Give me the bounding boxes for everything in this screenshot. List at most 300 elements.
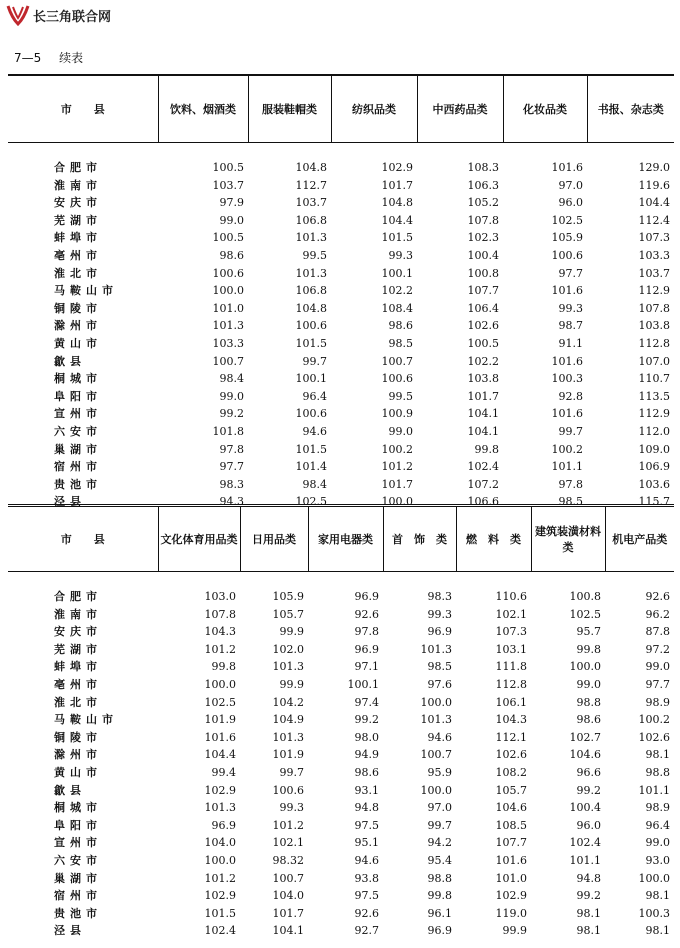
index-value-cell: 101.5 [295, 336, 327, 350]
index-value-cell: 104.3 [204, 625, 236, 639]
index-value-cell: 112.7 [295, 178, 327, 192]
index-value-cell: 91.1 [558, 336, 583, 350]
index-value-cell: 107.8 [638, 301, 670, 315]
index-value-cell: 98.5 [558, 495, 583, 509]
index-value-cell: 100.0 [381, 495, 413, 509]
index-value-cell: 99.0 [219, 213, 244, 227]
index-value-cell: 100.9 [381, 407, 413, 421]
index-value-cell: 100.0 [638, 871, 670, 885]
index-value-cell: 96.0 [558, 196, 583, 210]
index-value-cell: 100.8 [467, 266, 499, 280]
index-value-cell: 98.5 [427, 660, 452, 674]
region-name-cell: 滁州市 [54, 748, 102, 762]
index-value-cell: 100.7 [212, 354, 244, 368]
index-value-cell: 99.2 [354, 713, 379, 727]
index-value-cell: 99.7 [427, 818, 452, 832]
index-value-cell: 92.6 [645, 590, 670, 603]
index-value-cell: 108.4 [381, 301, 413, 315]
index-value-cell: 104.2 [272, 695, 304, 709]
region-name-cell: 蚌埠市 [54, 231, 102, 245]
region-name-cell: 合肥市 [54, 161, 102, 174]
index-value-cell: 99.0 [388, 424, 413, 438]
index-value-cell: 92.7 [354, 924, 379, 938]
index-value-cell: 96.1 [427, 906, 452, 920]
logo-icon [6, 4, 30, 26]
index-value-cell: 99.8 [211, 660, 236, 674]
table-row [8, 353, 674, 371]
index-value-cell: 99.5 [388, 389, 413, 403]
table-row [8, 335, 674, 353]
table-row [8, 694, 674, 712]
index-value-cell: 95.9 [427, 765, 452, 779]
index-value-cell: 96.6 [576, 765, 601, 779]
index-value-cell: 108.3 [467, 161, 499, 174]
index-value-cell: 101.7 [381, 477, 413, 491]
table-row [8, 247, 674, 265]
index-value-cell: 100.4 [467, 248, 499, 262]
index-value-cell: 106.3 [467, 178, 499, 192]
index-value-cell: 100.5 [212, 231, 244, 245]
table-row [8, 729, 674, 747]
index-value-cell: 100.8 [569, 590, 601, 603]
index-value-cell: 100.4 [569, 801, 601, 815]
index-value-cell: 102.9 [204, 783, 236, 797]
index-value-cell: 96.9 [354, 590, 379, 603]
index-value-cell: 101.7 [381, 178, 413, 192]
index-value-cell: 100.1 [381, 266, 413, 280]
index-value-cell: 98.1 [645, 889, 670, 903]
index-value-cell: 102.4 [204, 924, 236, 938]
table-row [8, 265, 674, 283]
index-value-cell: 103.8 [467, 372, 499, 386]
table-row [8, 746, 674, 764]
region-name-cell: 巢湖市 [54, 871, 102, 885]
index-value-cell: 99.9 [279, 677, 304, 691]
region-name-cell: 阜阳市 [54, 818, 102, 832]
index-value-cell: 93.1 [354, 783, 379, 797]
index-value-cell: 95.7 [576, 625, 601, 639]
region-name-cell: 安庆市 [54, 625, 102, 639]
index-value-cell: 105.2 [467, 196, 499, 210]
index-value-cell: 101.3 [212, 319, 244, 333]
index-value-cell: 104.9 [272, 713, 304, 727]
table-row [8, 300, 674, 318]
index-value-cell: 96.4 [645, 818, 670, 832]
index-value-cell: 97.5 [354, 818, 379, 832]
index-value-cell: 97.8 [354, 625, 379, 639]
index-value-cell: 103.3 [212, 336, 244, 350]
index-value-cell: 101.2 [204, 871, 236, 885]
region-name-cell: 贵池市 [54, 906, 102, 920]
index-value-cell: 101.3 [272, 660, 304, 674]
region-name-cell: 马鞍山市 [54, 284, 118, 298]
column-header: 家用电器类 [308, 506, 383, 572]
column-header: 建筑装潢材料类 [531, 506, 605, 572]
index-value-cell: 97.6 [427, 677, 452, 691]
index-value-cell: 102.5 [204, 695, 236, 709]
table-caption [14, 49, 83, 66]
index-value-cell: 98.0 [354, 730, 379, 744]
column-header: 服装鞋帽类 [248, 75, 331, 143]
index-value-cell: 101.5 [381, 231, 413, 245]
region-name-cell: 铜陵市 [54, 301, 102, 315]
index-value-cell: 104.6 [495, 801, 527, 815]
index-value-cell: 105.9 [551, 231, 583, 245]
index-value-cell: 92.8 [558, 389, 583, 403]
index-value-cell: 99.3 [558, 301, 583, 315]
index-value-cell: 99.3 [279, 801, 304, 815]
index-value-cell: 119.0 [495, 906, 527, 920]
index-value-cell: 115.7 [638, 495, 670, 509]
index-value-cell: 99.3 [427, 607, 452, 621]
index-value-cell: 107.3 [495, 625, 527, 639]
index-value-cell: 99.3 [388, 248, 413, 262]
index-value-cell: 103.7 [212, 178, 244, 192]
index-value-cell: 100.7 [381, 354, 413, 368]
index-value-cell: 103.6 [638, 477, 670, 491]
index-value-cell: 102.6 [638, 730, 670, 744]
index-value-cell: 101.6 [551, 161, 583, 174]
index-value-cell: 102.6 [495, 748, 527, 762]
index-value-cell: 101.3 [420, 713, 452, 727]
index-value-cell: 94.2 [427, 836, 452, 850]
index-value-cell: 98.6 [576, 713, 601, 727]
table-title: 续表 [59, 51, 84, 65]
index-value-cell: 100.6 [295, 319, 327, 333]
index-value-cell: 100.0 [420, 783, 452, 797]
index-value-cell: 106.8 [295, 284, 327, 298]
index-value-cell: 102.4 [569, 836, 601, 850]
table-row [8, 194, 674, 212]
table-row [8, 852, 674, 870]
index-value-cell: 101.8 [212, 424, 244, 438]
index-value-cell: 100.6 [295, 407, 327, 421]
index-value-cell: 97.0 [427, 801, 452, 815]
index-value-cell: 96.0 [576, 818, 601, 832]
index-value-cell: 99.7 [558, 424, 583, 438]
index-value-cell: 103.7 [295, 196, 327, 210]
index-value-cell: 106.8 [295, 213, 327, 227]
index-value-cell: 98.6 [354, 765, 379, 779]
index-value-cell: 98.1 [576, 906, 601, 920]
region-name-cell: 淮南市 [54, 178, 102, 192]
index-value-cell: 101.0 [495, 871, 527, 885]
column-header: 机电产品类 [605, 506, 674, 572]
table-row [8, 782, 674, 800]
index-value-cell: 99.8 [474, 442, 499, 456]
index-value-cell: 100.6 [381, 372, 413, 386]
index-value-cell: 96.9 [427, 625, 452, 639]
index-value-cell: 100.2 [638, 713, 670, 727]
index-value-cell: 99.2 [576, 783, 601, 797]
index-value-cell: 99.2 [576, 889, 601, 903]
index-value-cell: 99.0 [576, 677, 601, 691]
table-row [8, 388, 674, 406]
index-value-cell: 97.7 [219, 460, 244, 474]
index-value-cell: 99.7 [302, 354, 327, 368]
index-value-cell: 104.8 [295, 301, 327, 315]
region-name-cell: 黄山市 [54, 336, 102, 350]
index-value-cell: 103.1 [495, 642, 527, 656]
table-row [8, 458, 674, 476]
region-name-cell: 六安市 [54, 853, 102, 867]
index-value-cell: 100.1 [295, 372, 327, 386]
index-value-cell: 109.0 [638, 442, 670, 456]
index-value-cell: 101.3 [272, 730, 304, 744]
index-value-cell: 100.7 [272, 871, 304, 885]
table-row [8, 405, 674, 423]
index-value-cell: 101.5 [295, 442, 327, 456]
index-value-cell: 112.9 [638, 284, 670, 298]
index-value-cell: 98.32 [272, 853, 304, 867]
index-value-cell: 98.4 [302, 477, 327, 491]
region-name-cell: 滁州市 [54, 319, 102, 333]
index-value-cell: 98.9 [645, 695, 670, 709]
region-name-cell: 宿州市 [54, 889, 102, 903]
site-logo[interactable] [6, 4, 111, 26]
table-row [8, 834, 674, 852]
index-value-cell: 110.6 [495, 590, 527, 603]
table-row [8, 572, 674, 606]
index-value-cell: 100.5 [467, 336, 499, 350]
logo-text: 长三角联合网 [33, 9, 112, 25]
index-value-cell: 100.0 [212, 284, 244, 298]
region-name-cell: 宣州市 [54, 836, 102, 850]
column-header: 中西药品类 [417, 75, 503, 143]
table-row [8, 441, 674, 459]
index-value-cell: 95.4 [427, 853, 452, 867]
index-value-cell: 112.8 [495, 677, 527, 691]
index-value-cell: 103.8 [638, 319, 670, 333]
index-value-cell: 97.8 [558, 477, 583, 491]
index-value-cell: 101.2 [272, 818, 304, 832]
index-value-cell: 102.0 [272, 642, 304, 656]
index-value-cell: 112.8 [638, 336, 670, 350]
table-row [8, 887, 674, 905]
index-value-cell: 104.8 [295, 161, 327, 174]
index-value-cell: 102.3 [467, 231, 499, 245]
index-value-cell: 97.4 [354, 695, 379, 709]
region-name-cell: 贵池市 [54, 477, 102, 491]
index-value-cell: 99.7 [279, 765, 304, 779]
index-value-cell: 129.0 [638, 161, 670, 174]
index-value-cell: 102.7 [569, 730, 601, 744]
index-value-cell: 100.6 [551, 248, 583, 262]
index-value-cell: 102.9 [495, 889, 527, 903]
index-value-cell: 100.6 [212, 266, 244, 280]
index-value-cell: 102.2 [381, 284, 413, 298]
index-value-cell: 98.6 [219, 248, 244, 262]
index-value-cell: 101.0 [212, 301, 244, 315]
index-value-cell: 100.0 [204, 853, 236, 867]
table-row [8, 317, 674, 335]
index-value-cell: 104.1 [467, 424, 499, 438]
index-value-cell: 97.7 [558, 266, 583, 280]
index-value-cell: 100.2 [551, 442, 583, 456]
region-name-cell: 淮北市 [54, 695, 102, 709]
index-value-cell: 102.2 [467, 354, 499, 368]
index-value-cell: 100.6 [272, 783, 304, 797]
index-value-cell: 96.4 [302, 389, 327, 403]
index-value-cell: 105.7 [495, 783, 527, 797]
table-row [8, 177, 674, 195]
table-row [8, 817, 674, 835]
index-value-cell: 100.5 [212, 161, 244, 174]
index-value-cell: 112.1 [495, 730, 527, 744]
index-value-cell: 98.3 [219, 477, 244, 491]
index-value-cell: 101.9 [272, 748, 304, 762]
index-value-cell: 93.8 [354, 871, 379, 885]
table-row [8, 623, 674, 641]
region-name-cell: 蚌埠市 [54, 660, 102, 674]
index-value-cell: 94.9 [354, 748, 379, 762]
table-row [8, 641, 674, 659]
index-value-cell: 101.7 [467, 389, 499, 403]
region-name-cell: 宣州市 [54, 407, 102, 421]
index-value-cell: 99.8 [427, 889, 452, 903]
column-header: 首 饰 类 [383, 506, 456, 572]
column-header: 纺织品类 [331, 75, 417, 143]
index-value-cell: 101.2 [381, 460, 413, 474]
index-value-cell: 97.9 [219, 196, 244, 210]
index-value-cell: 102.9 [204, 889, 236, 903]
index-value-cell: 98.8 [576, 695, 601, 709]
index-value-cell: 97.0 [558, 178, 583, 192]
region-name-cell: 芜湖市 [54, 642, 102, 656]
index-value-cell: 107.3 [638, 231, 670, 245]
index-value-cell: 97.1 [354, 660, 379, 674]
index-value-cell: 101.1 [551, 460, 583, 474]
index-value-cell: 98.9 [645, 801, 670, 815]
column-header: 燃 料 类 [456, 506, 531, 572]
region-name-cell: 六安市 [54, 424, 102, 438]
index-value-cell: 94.8 [576, 871, 601, 885]
index-value-cell: 101.6 [495, 853, 527, 867]
index-value-cell: 100.0 [420, 695, 452, 709]
index-value-cell: 94.8 [354, 801, 379, 815]
region-name-cell: 宿州市 [54, 460, 102, 474]
region-name-cell: 黄山市 [54, 765, 102, 779]
index-value-cell: 101.3 [204, 801, 236, 815]
index-value-cell: 111.8 [495, 660, 527, 674]
index-value-cell: 106.4 [467, 301, 499, 315]
table-row [8, 606, 674, 624]
table-row [8, 922, 674, 940]
index-value-cell: 101.3 [295, 231, 327, 245]
index-value-cell: 107.2 [467, 477, 499, 491]
column-header: 文化体育用品类 [158, 506, 240, 572]
index-value-cell: 106.1 [495, 695, 527, 709]
region-name-cell: 泾县 [54, 495, 86, 509]
index-value-cell: 110.7 [638, 372, 670, 386]
index-value-cell: 94.6 [302, 424, 327, 438]
index-value-cell: 113.5 [638, 389, 670, 403]
index-value-cell: 104.3 [495, 713, 527, 727]
index-value-cell: 104.0 [272, 889, 304, 903]
index-value-cell: 119.6 [638, 178, 670, 192]
index-value-cell: 98.1 [645, 924, 670, 938]
table-row [8, 658, 674, 676]
table-row [8, 764, 674, 782]
index-value-cell: 101.6 [551, 284, 583, 298]
column-header: 书报、杂志类 [587, 75, 674, 143]
region-name-cell: 亳州市 [54, 677, 102, 691]
index-value-cell: 99.9 [502, 924, 527, 938]
index-value-cell: 94.3 [219, 495, 244, 509]
index-value-cell: 101.6 [204, 730, 236, 744]
index-value-cell: 103.7 [638, 266, 670, 280]
table-row [8, 143, 674, 177]
index-value-cell: 112.0 [638, 424, 670, 438]
index-value-cell: 98.6 [388, 319, 413, 333]
index-value-cell: 108.2 [495, 765, 527, 779]
column-header-region: 市 县 [8, 75, 158, 143]
index-value-cell: 100.2 [381, 442, 413, 456]
index-value-cell: 100.3 [551, 372, 583, 386]
price-index-table-1 [8, 74, 674, 511]
index-value-cell: 104.4 [381, 213, 413, 227]
region-name-cell: 桐城市 [54, 801, 102, 815]
table-header-row [8, 75, 674, 143]
index-value-cell: 101.4 [295, 460, 327, 474]
index-value-cell: 96.9 [427, 924, 452, 938]
index-value-cell: 99.8 [576, 642, 601, 656]
index-value-cell: 94.6 [354, 853, 379, 867]
index-value-cell: 99.2 [219, 407, 244, 421]
table-number: 7—5 [14, 51, 42, 65]
index-value-cell: 98.5 [388, 336, 413, 350]
column-header: 饮料、烟酒类 [158, 75, 248, 143]
index-value-cell: 93.0 [645, 853, 670, 867]
index-value-cell: 102.5 [551, 213, 583, 227]
index-value-cell: 100.7 [420, 748, 452, 762]
region-name-cell: 桐城市 [54, 372, 102, 386]
region-name-cell: 淮北市 [54, 266, 102, 280]
index-value-cell: 112.9 [638, 407, 670, 421]
region-name-cell: 泾县 [54, 924, 86, 938]
table-row [8, 282, 674, 300]
region-name-cell: 安庆市 [54, 196, 102, 210]
index-value-cell: 98.8 [427, 871, 452, 885]
index-value-cell: 100.3 [638, 906, 670, 920]
region-name-cell: 铜陵市 [54, 730, 102, 744]
index-value-cell: 98.8 [645, 765, 670, 779]
index-value-cell: 96.2 [645, 607, 670, 621]
index-value-cell: 105.9 [272, 590, 304, 603]
region-name-cell: 淮南市 [54, 607, 102, 621]
index-value-cell: 97.8 [219, 442, 244, 456]
table-row [8, 423, 674, 441]
index-value-cell: 104.1 [272, 924, 304, 938]
index-value-cell: 101.1 [638, 783, 670, 797]
index-value-cell: 96.9 [211, 818, 236, 832]
index-value-cell: 97.2 [645, 642, 670, 656]
index-value-cell: 101.7 [272, 906, 304, 920]
index-value-cell: 103.0 [204, 590, 236, 603]
table-row [8, 870, 674, 888]
index-value-cell: 99.5 [302, 248, 327, 262]
index-value-cell: 106.6 [467, 495, 499, 509]
index-value-cell: 107.8 [204, 607, 236, 621]
column-header-region: 市 县 [8, 506, 158, 572]
index-value-cell: 102.4 [467, 460, 499, 474]
index-value-cell: 98.1 [645, 748, 670, 762]
index-value-cell: 103.3 [638, 248, 670, 262]
index-value-cell: 99.0 [645, 836, 670, 850]
index-value-cell: 99.0 [645, 660, 670, 674]
index-value-cell: 95.1 [354, 836, 379, 850]
index-value-cell: 108.5 [495, 818, 527, 832]
